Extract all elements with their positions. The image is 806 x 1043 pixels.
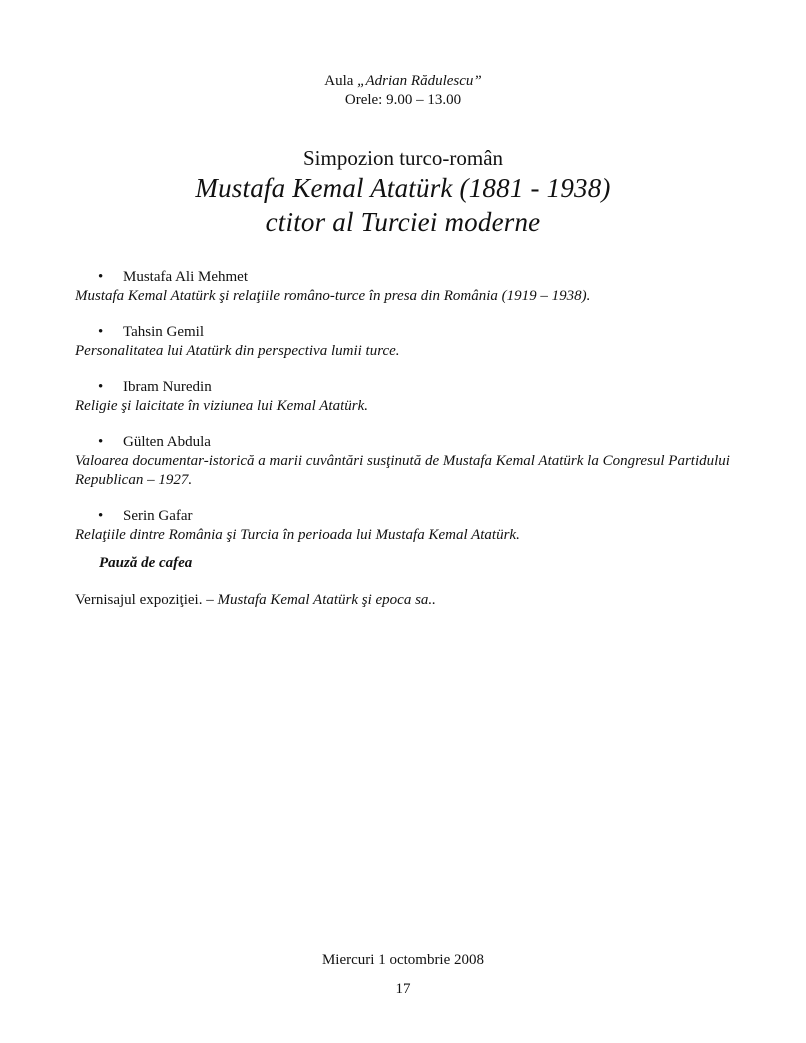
speaker-line (75, 268, 765, 287)
speaker-line (75, 323, 765, 342)
venue-header (0, 72, 806, 110)
footer-date: Miercuri 1 octombrie 2008 (321, 952, 485, 968)
bullet-icon: • (98, 508, 104, 524)
speaker-name: Serin Gafar (123, 508, 193, 524)
title-script-line-1: Mustafa Kemal Atatürk (1881 - 1938) (195, 173, 611, 203)
coffee-break: Pauză de cafea (99, 555, 193, 571)
talk-item (75, 378, 765, 416)
speaker-name: Ibram Nuredin (123, 379, 212, 395)
vernissage-prefix: Vernisajul expoziţiei. – (75, 592, 218, 608)
title-block (0, 145, 806, 239)
talk-item (75, 323, 765, 361)
paper-title: Relaţiile dintre România şi Turcia în perioada lui Mustafa Kemal Atatürk. (75, 527, 520, 543)
talk-item (75, 268, 765, 306)
exhibition-title: Mustafa Kemal Atatürk şi epoca sa.. (217, 592, 436, 608)
hours-line: Orele: 9.00 – 13.00 (344, 92, 462, 108)
speaker-name: Tahsin Gemil (123, 324, 205, 340)
speaker-line (75, 378, 765, 397)
bullet-icon: • (98, 324, 104, 340)
bullet-icon: • (98, 269, 104, 285)
vernissage-line (75, 592, 436, 609)
speaker-name: Gülten Abdula (123, 434, 211, 450)
page-number: 17 (395, 981, 411, 997)
speaker-line (75, 507, 765, 526)
bullet-icon: • (98, 379, 104, 395)
paper-title: Valoarea documentar-istorică a marii cuvântări susţinută de Mustafa Kemal Atatürk la Congresul Partidului Republican – 1927. (75, 453, 730, 488)
talks-list (75, 268, 765, 562)
talk-item (75, 507, 765, 545)
venue-name: „Adrian Rădulescu” (357, 73, 482, 89)
venue-prefix: Aula (324, 73, 358, 89)
symposium-title: Simpozion turco-român (302, 146, 504, 170)
bullet-icon: • (98, 434, 104, 450)
paper-title: Religie şi laicitate în viziunea lui Kemal Atatürk. (75, 398, 369, 414)
talk-item (75, 433, 765, 490)
paper-title: Mustafa Kemal Atatürk şi relaţiile româno-turce în presa din România (1919 – 1938). (75, 288, 591, 304)
speaker-name: Mustafa Ali Mehmet (123, 269, 248, 285)
speaker-line (75, 433, 765, 452)
paper-title: Personalitatea lui Atatürk din perspectiva lumii turce. (75, 343, 400, 359)
title-script-line-2: ctitor al Turciei moderne (265, 207, 541, 237)
venue-line (0, 72, 806, 91)
